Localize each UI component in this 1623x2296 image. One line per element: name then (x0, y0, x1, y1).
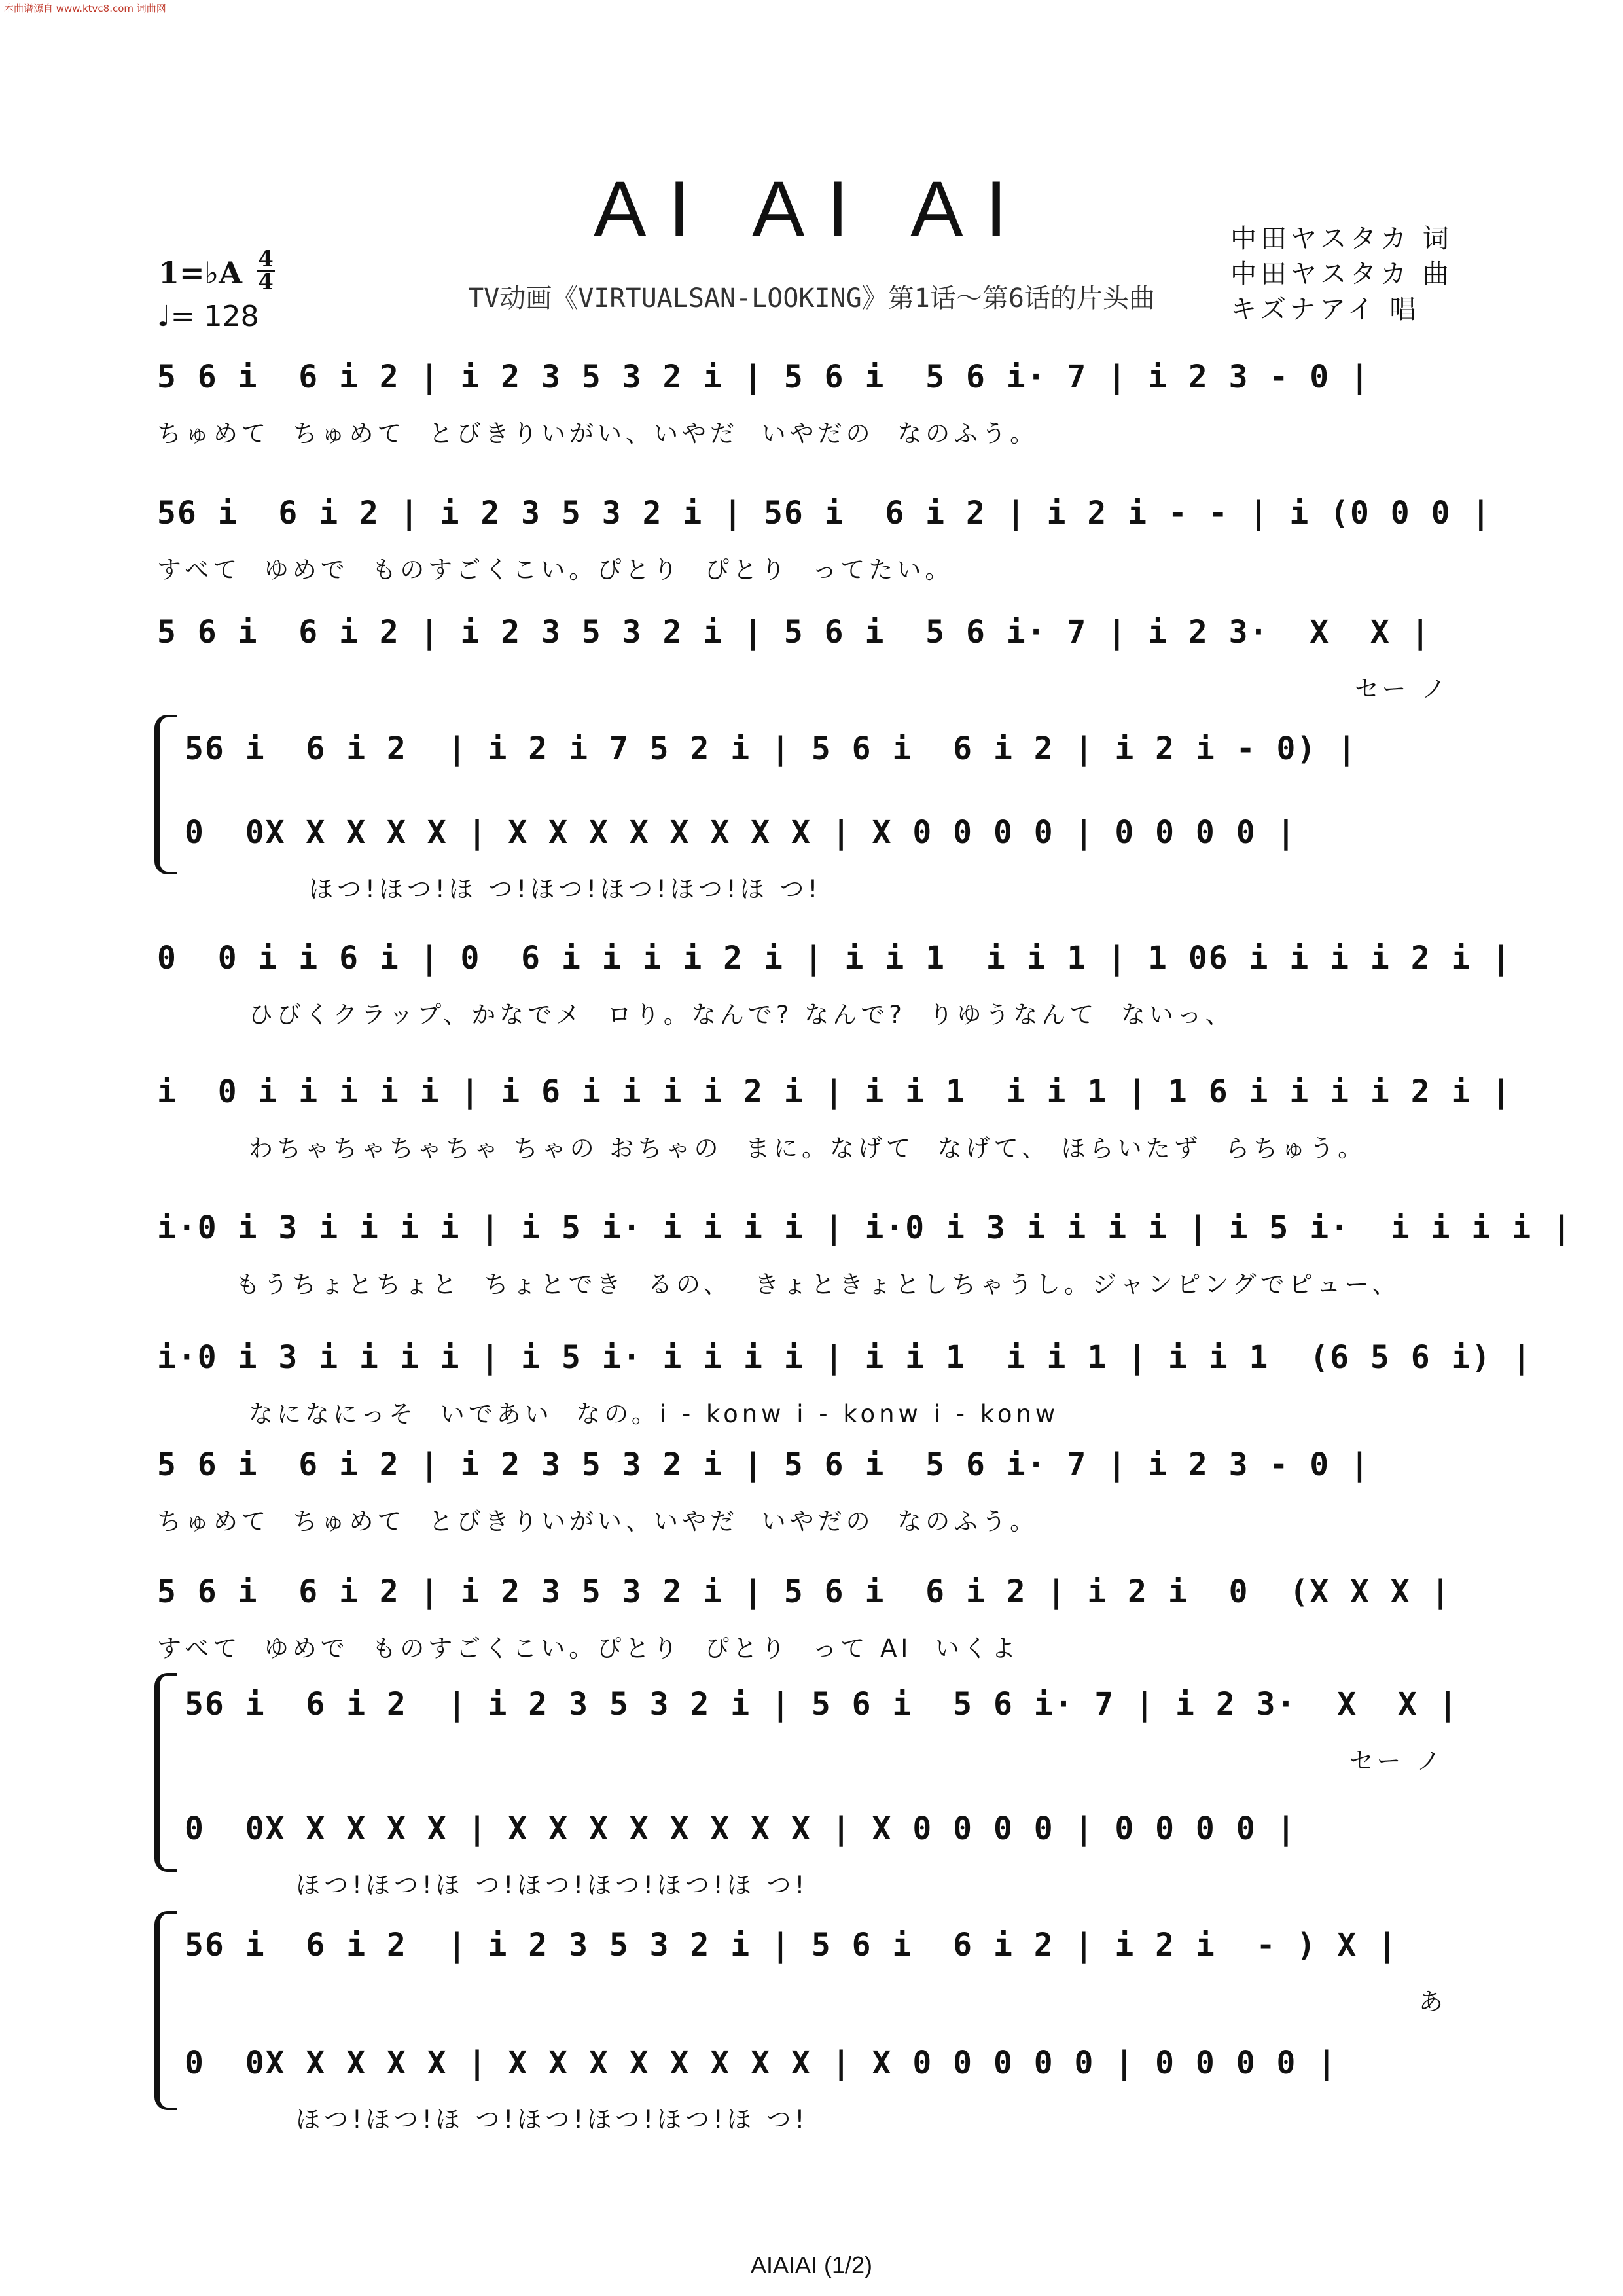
notation: i·0 i 3 i i i i | i 5 i· i i i i | i·0 i 3 i i i i | i 5 i· i i i i | (157, 1210, 1573, 1246)
credit-lyricist: 中田ヤスタカ 词 (1230, 224, 1453, 254)
lyrics: ほつ!ほつ!ほ つ!ほつ!ほつ!ほつ!ほ つ! (309, 875, 822, 903)
system-brace (154, 1911, 177, 2110)
key-signature: 1=♭A (158, 255, 242, 291)
lyrics: ひびくクラップ、かなでメ ロり。なんで? なんで? りゆうなんて ないっ、 (249, 1001, 1234, 1029)
notation: 0 0X X X X X | X X X X X X X X | X 0 0 0 0 | 0 0 0 0 | (185, 814, 1297, 851)
page-footer: AIAIAI (1/2) (750, 2251, 873, 2278)
lyrics: ちゅめて ちゅめて とびきりいがい、いやだ いやだの なのふう。 (157, 1507, 1039, 1535)
lyrics: なになにっそ いであい なの。i - konw i - konw i - konw (249, 1400, 1060, 1428)
lyrics: あ (1419, 1988, 1447, 2016)
system-brace (154, 1673, 177, 1872)
notation: 5 6 i 6 i 2 | i 2 3 5 3 2 i | 5 6 i 5 6 i· 7 | i 2 3 - 0 | (157, 359, 1370, 395)
lyrics: もうちょとちょと ちょとでき るの、 きょときょとしちゃうし。ジャンピングでピュー、 (236, 1270, 1400, 1299)
notation: 5 6 i 6 i 2 | i 2 3 5 3 2 i | 5 6 i 5 6 i· 7 | i 2 3 - 0 | (157, 1446, 1370, 1483)
notation: 0 0 i i 6 i | 0 6 i i i i 2 i | i i 1 i i 1 | 1 06 i i i i 2 i | (157, 940, 1512, 977)
notation: 56 i 6 i 2 | i 2 3 5 3 2 i | 5 6 i 5 6 i· 7 | i 2 3· X X | (185, 1686, 1459, 1723)
notation: i·0 i 3 i i i i | i 5 i· i i i i | i i 1 i i 1 | i i 1 (6 5 6 i) | (157, 1339, 1533, 1376)
notation: 5 6 i 6 i 2 | i 2 3 5 3 2 i | 5 6 i 5 6 i· 7 | i 2 3· X X | (157, 614, 1431, 651)
credit-composer: 中田ヤスタカ 曲 (1230, 259, 1453, 289)
notation: 0 0X X X X X | X X X X X X X X | X 0 0 0 0 0 | 0 0 0 0 | (185, 2045, 1338, 2081)
notation: 56 i 6 i 2 | i 2 i 7 5 2 i | 5 6 i 6 i 2 | i 2 i - 0) | (185, 730, 1358, 767)
song-subtitle: TV动画《VIRTUALSAN-LOOKING》第1话～第6话的片头曲 (468, 283, 1155, 314)
notation: 56 i 6 i 2 | i 2 3 5 3 2 i | 56 i 6 i 2 | i 2 i - - | i (0 0 0 | (157, 495, 1492, 531)
lyrics: ほつ!ほつ!ほ つ!ほつ!ほつ!ほつ!ほ つ! (296, 1871, 809, 1899)
song-title: AI AI AI (594, 165, 1029, 253)
lyrics: すべて ゆめで ものすごくこい。ぴとり ぴとり って AI いくよ (157, 1634, 1020, 1662)
time-sig-bottom: 4 (258, 269, 274, 295)
system-brace (154, 715, 177, 874)
time-sig-top: 4 (258, 246, 274, 272)
lyrics: わちゃちゃちゃちゃ ちゃの おちゃの まに。なげて なげて、 ほらいたず らちゅう。 (249, 1134, 1366, 1162)
notation: i 0 i i i i i | i 6 i i i i 2 i | i i 1 i i 1 | 1 6 i i i i 2 i | (157, 1073, 1512, 1110)
tempo-marking: ♩= 128 (157, 300, 259, 333)
notation: 0 0X X X X X | X X X X X X X X | X 0 0 0 0 | 0 0 0 0 | (185, 1810, 1297, 1847)
notation: 56 i 6 i 2 | i 2 3 5 3 2 i | 5 6 i 6 i 2 | i 2 i - ) X | (185, 1927, 1398, 1964)
source-note: 本曲谱源自 www.ktvc8.com 词曲网 (4, 3, 166, 14)
notation: 5 6 i 6 i 2 | i 2 3 5 3 2 i | 5 6 i 6 i 2 | i 2 i 0 (X X X | (157, 1573, 1452, 1610)
lyrics: すべて ゆめで ものすごくこい。ぴとり ぴとり ってたい。 (157, 556, 954, 584)
lyrics: ちゅめて ちゅめて とびきりいがい、いやだ いやだの なのふう。 (157, 420, 1039, 448)
lyrics: セー ノ (1355, 675, 1450, 703)
lyrics: セー ノ (1349, 1747, 1445, 1775)
lyrics: ほつ!ほつ!ほ つ!ほつ!ほつ!ほつ!ほ つ! (296, 2106, 809, 2134)
credits (1230, 221, 1453, 327)
credit-singer: キズナアイ 唱 (1230, 295, 1420, 325)
time-signature (257, 246, 275, 295)
